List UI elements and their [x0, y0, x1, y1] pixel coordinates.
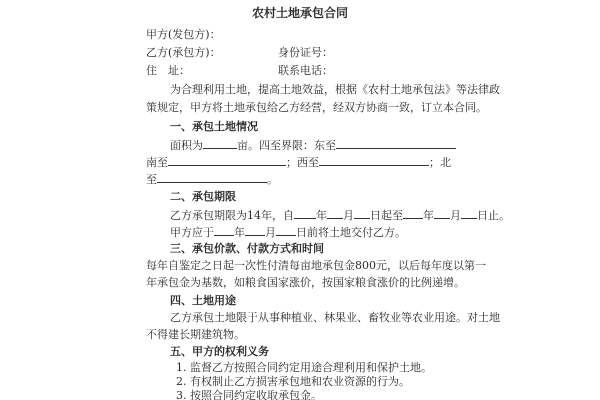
- north-boundary-line: [146, 171, 278, 187]
- north-boundary-blank: [157, 171, 267, 183]
- delivery-year-label: 年: [234, 226, 245, 239]
- start-month-label: 月: [343, 209, 354, 222]
- start-year-label: 年: [316, 209, 327, 222]
- section-2-heading: 二、承包期限: [170, 190, 236, 203]
- north-label: ；北: [429, 156, 451, 169]
- term-line-1: [170, 207, 510, 223]
- end-day-blank: [461, 207, 477, 219]
- start-day-blank: [354, 207, 370, 219]
- rights-item-3: 3. 按照合同约定收取承包金。: [176, 389, 322, 400]
- end-year-blank: [403, 207, 423, 219]
- id-number-label: 身份证号：: [278, 46, 333, 59]
- end-day-label: 日止。: [477, 209, 510, 222]
- party-a-label: 甲方(发包方)：: [146, 28, 221, 41]
- preamble-line-1: 为合理利用土地，提高土地效益，根据《农村土地承包法》等法律政: [170, 83, 500, 96]
- west-boundary-blank: [319, 154, 429, 166]
- section-5-heading: 五、甲方的权利义务: [170, 345, 269, 358]
- section-3-heading: 三、承包价款、付款方式和时间: [170, 242, 324, 255]
- south-boundary-blank: [168, 154, 286, 166]
- boundary-end: 。: [267, 173, 278, 186]
- payment-line-1: 每年自鉴定之日起一次性付清每亩地承包金800元，以后每年度以第一: [146, 259, 486, 272]
- preamble-line-2: 策规定，甲方将土地承包给乙方经营，经双方协商一致，订立本合同。: [146, 101, 487, 114]
- boundary-line: [146, 154, 451, 170]
- start-month-blank: [327, 207, 343, 219]
- land-area-line: [170, 137, 456, 153]
- delivery-suffix: 日前将土地交付乙方。: [296, 226, 406, 239]
- end-month-blank: [434, 207, 450, 219]
- end-month-label: 月: [450, 209, 461, 222]
- party-b-label: 乙方(承包方)：: [146, 46, 221, 59]
- end-year-label: 年: [423, 209, 434, 222]
- term-prefix: 乙方承包期限为14年，自: [170, 209, 294, 222]
- page-title: 农村土地承包合同: [251, 6, 348, 20]
- rights-item-1: 1. 监督乙方按照合同约定用途合理利用和保护土地。: [176, 361, 432, 374]
- north-zhi: 至: [146, 173, 157, 186]
- address-label: 住 址：: [146, 64, 190, 77]
- delivery-year-blank: [214, 224, 234, 236]
- west-label: ；西至: [286, 156, 319, 169]
- rights-item-2: 2. 有权制止乙方损害承包地和农业资源的行为。: [176, 375, 410, 388]
- area-unit-text: 亩。四至界限：东至: [237, 139, 336, 152]
- delivery-day-blank: [276, 224, 296, 236]
- area-blank: [203, 137, 237, 149]
- delivery-month-label: 月: [265, 226, 276, 239]
- delivery-month-blank: [245, 224, 265, 236]
- delivery-prefix: 甲方应于: [170, 226, 214, 239]
- start-year-blank: [294, 207, 316, 219]
- phone-label: 联系电话：: [278, 64, 333, 77]
- section-1-heading: 一、承包土地情况: [170, 120, 258, 133]
- usage-line-2: 不得建长期建筑物。: [146, 328, 245, 341]
- section-4-heading: 四、土地用途: [170, 294, 236, 307]
- term-line-2: [170, 224, 406, 240]
- area-prefix: 面积为: [170, 139, 203, 152]
- usage-line-1: 乙方承包土地限于从事种植业、林果业、畜牧业等农业用途。对土地: [170, 311, 500, 324]
- east-boundary-blank: [336, 137, 456, 149]
- start-day-label: 日起至: [370, 209, 403, 222]
- south-label: 南至: [146, 156, 168, 169]
- payment-line-2: 年承包金为基数，如粮食国家涨价，按国家粮食涨价的比例递增。: [146, 276, 465, 289]
